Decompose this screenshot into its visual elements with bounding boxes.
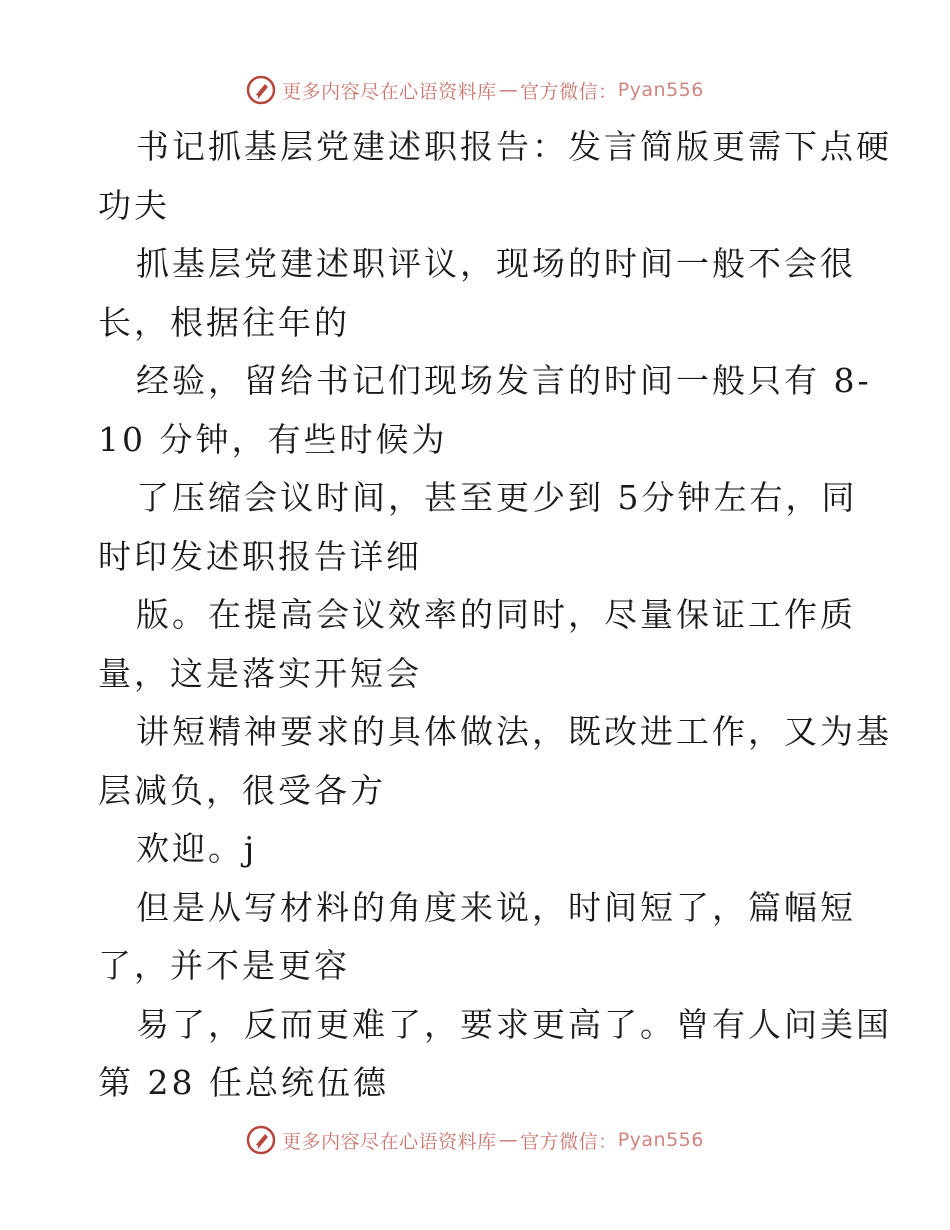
watermark-id: Pyan556	[617, 1129, 704, 1151]
text-line: 经验，留给书记们现场发言的时间一般只有 8-	[136, 361, 872, 400]
pen-circle-logo-icon	[246, 1125, 276, 1155]
text-line: 但是从写材料的角度来说，时间短了，篇幅短	[136, 887, 856, 927]
text-line: 长，根据往年的	[98, 302, 350, 342]
text-line: 时印发述职报告详细	[98, 536, 422, 576]
watermark-banner-bottom	[0, 1120, 950, 1160]
watermark-separator: —	[498, 1129, 519, 1151]
watermark-label: 官方微信：	[520, 80, 618, 103]
text-line: 了，并不是更容	[98, 946, 350, 985]
pen-circle-logo-icon	[246, 75, 276, 105]
document-body	[98, 118, 892, 1113]
text-line: 书记抓基层党建述职报告：发言简版更需下点硬	[136, 127, 892, 166]
text-line: 层减负，很受各方	[98, 770, 386, 810]
watermark-banner-top	[0, 70, 950, 110]
watermark-id: Pyan556	[617, 79, 704, 101]
text-line: 讲短精神要求的具体做法，既改进工作，又为基	[136, 712, 892, 751]
text-line: 功夫	[98, 185, 170, 225]
watermark-text: 更多内容尽在心语资料库	[282, 1130, 497, 1153]
text-line: 量，这是落实开短会	[98, 653, 422, 693]
text-line: 版。在提高会议效率的同时，尽量保证工作质	[136, 595, 856, 634]
text-line: 第 28 任总统伍德	[98, 1063, 389, 1102]
watermark-label: 官方微信：	[520, 1130, 618, 1153]
watermark-text: 更多内容尽在心语资料库	[282, 80, 497, 103]
text-line: 10 分钟，有些时候为	[98, 419, 448, 459]
text-line: 了压缩会议时间，甚至更少到 5分钟左右，同	[136, 478, 858, 517]
text-line: 抓基层党建述职评议，现场的时间一般不会很	[136, 244, 856, 283]
text-line: 易了，反而更难了，要求更高了。曾有人问美国	[136, 1004, 892, 1044]
watermark-separator: —	[498, 79, 519, 101]
text-line: 欢迎。j	[136, 829, 258, 868]
